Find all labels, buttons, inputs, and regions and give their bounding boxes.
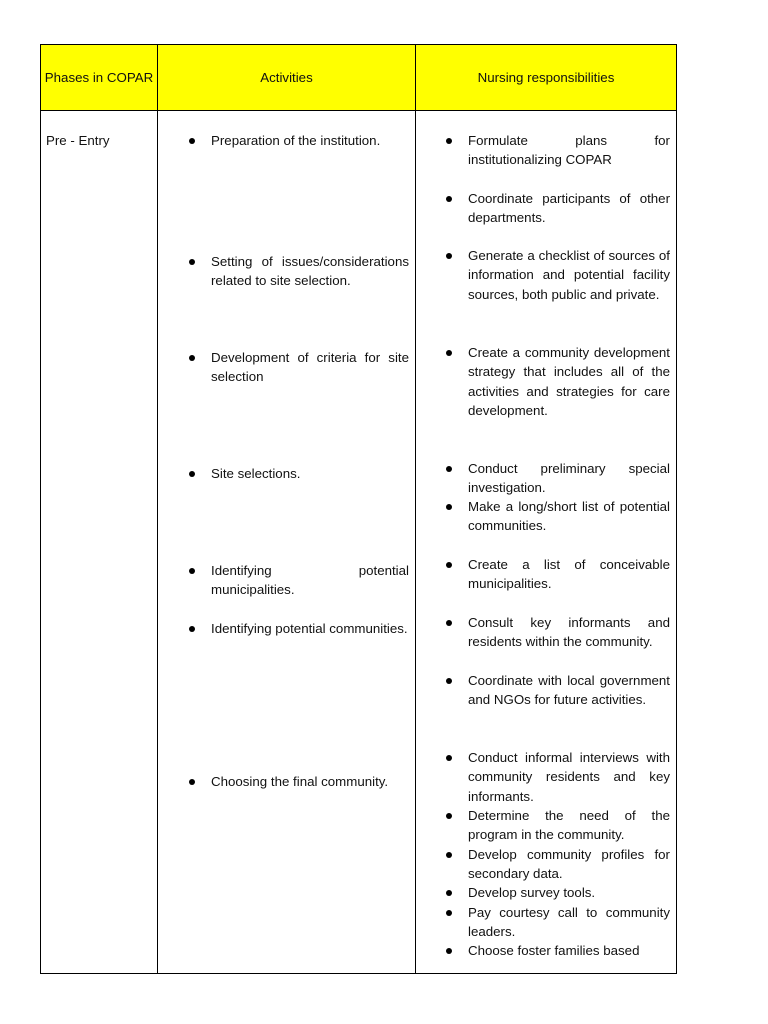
bullet-icon — [446, 755, 452, 761]
responsibility-item: Coordinate participants of other departments. — [468, 189, 670, 228]
bullet-icon — [446, 620, 452, 626]
bullet-icon — [189, 779, 195, 785]
activity-item: Setting of issues/considerations related to site selection. — [211, 252, 409, 291]
responsibility-item: Conduct preliminary special investigation. — [468, 459, 670, 498]
responsibility-item: Generate a checklist of sources of information and potential facility sources, both public and private. — [468, 246, 670, 304]
activity-item: Development of criteria for site selection — [211, 348, 409, 387]
header-phases: Phases in COPAR — [44, 69, 154, 85]
responsibility-item: Consult key informants and residents within the community. — [468, 613, 670, 652]
column-divider-1 — [157, 44, 158, 974]
responsibility-item: Coordinate with local government and NGOs for future activities. — [468, 671, 670, 710]
activity-item: Choosing the final community. — [211, 772, 409, 791]
bullet-icon — [446, 948, 452, 954]
activity-item: Preparation of the institution. — [211, 131, 409, 150]
bullet-icon — [446, 852, 452, 858]
table-right-border — [676, 44, 677, 974]
bullet-icon — [446, 253, 452, 259]
bullet-icon — [189, 568, 195, 574]
bullet-icon — [189, 626, 195, 632]
responsibility-item: Develop survey tools. — [468, 883, 670, 902]
bullet-icon — [446, 504, 452, 510]
bullet-icon — [446, 813, 452, 819]
bullet-icon — [446, 466, 452, 472]
phase-cell: Pre - Entry — [46, 133, 110, 148]
activity-item: Identifying potential municipalities. — [211, 561, 409, 600]
bullet-icon — [446, 350, 452, 356]
responsibility-item: Formulate plans for institutionalizing COPAR — [468, 131, 670, 170]
bullet-icon — [446, 562, 452, 568]
responsibility-item: Create a community development strategy that includes all of the activities and strategies for care development. — [468, 343, 670, 421]
responsibility-item: Determine the need of the program in the community. — [468, 806, 670, 845]
column-divider-2 — [415, 44, 416, 974]
responsibility-item: Develop community profiles for secondary data. — [468, 845, 670, 884]
header-bottom-border — [40, 110, 677, 111]
responsibility-item: Conduct informal interviews with community residents and key informants. — [468, 748, 670, 806]
bullet-icon — [446, 196, 452, 202]
responsibility-item: Pay courtesy call to community leaders. — [468, 903, 670, 942]
bullet-icon — [446, 890, 452, 896]
bullet-icon — [189, 138, 195, 144]
bullet-icon — [189, 355, 195, 361]
bullet-icon — [189, 471, 195, 477]
responsibility-item: Make a long/short list of potential communities. — [468, 497, 670, 536]
bullet-icon — [446, 910, 452, 916]
header-nursing-responsibilities: Nursing responsibilities — [477, 69, 615, 85]
activity-item: Identifying potential communities. — [211, 619, 409, 638]
bullet-icon — [189, 259, 195, 265]
table-left-border — [40, 44, 41, 974]
bullet-icon — [446, 678, 452, 684]
activity-item: Site selections. — [211, 464, 409, 483]
responsibility-item: Choose foster families based — [468, 941, 670, 960]
responsibility-item: Create a list of conceivable municipalities. — [468, 555, 670, 594]
table-bottom-border — [40, 973, 677, 974]
bullet-icon — [446, 138, 452, 144]
header-activities: Activities — [260, 69, 313, 85]
